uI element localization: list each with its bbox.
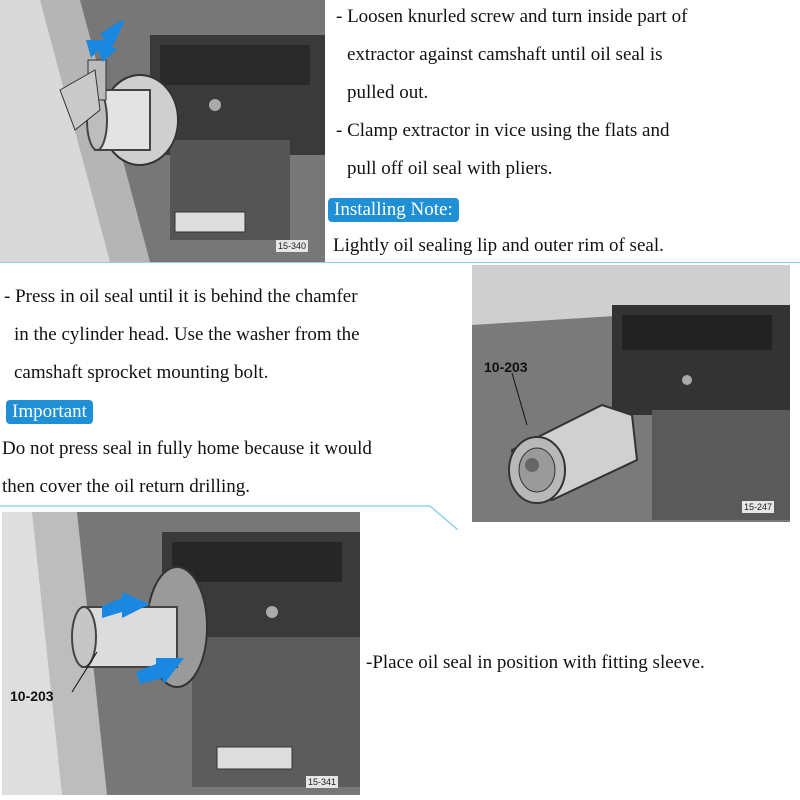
press-in-illustration (472, 265, 790, 522)
step-place-oil-seal: -Place oil seal in position with fitting sleeve. (366, 652, 705, 673)
photo-fitting-sleeve (2, 512, 360, 795)
text-line: - Loosen knurled screw and turn inside part of (336, 6, 688, 27)
text-line: camshaft sprocket mounting bolt. (14, 362, 269, 383)
photo-oil-seal-extractor (0, 0, 325, 262)
text-line: pulled out. (347, 82, 429, 103)
tool-label-10-203: 10-203 (484, 359, 528, 375)
photo-press-in-oil-seal (472, 265, 790, 522)
text-line: then cover the oil return drilling. (2, 476, 250, 497)
step-press-in-oil-seal (4, 278, 360, 392)
text-line: - Press in oil seal until it is behind the chamfer (4, 286, 358, 307)
section-divider (0, 262, 800, 263)
text-line: in the cylinder head. Use the washer from the (14, 324, 360, 345)
installing-note-badge: Installing Note: (328, 198, 459, 222)
text-line: extractor against camshaft until oil seal is (347, 44, 663, 65)
figure-number: 15-247 (744, 502, 773, 512)
extractor-illustration (0, 0, 325, 262)
text-line: - Clamp extractor in vice using the flats and (336, 120, 670, 141)
installing-note-text: Lightly oil sealing lip and outer rim of seal. (333, 235, 664, 256)
text-line: Do not press seal in fully home because it would (2, 438, 372, 459)
fitting-sleeve-illustration (2, 512, 360, 795)
figure-number: 15-340 (278, 241, 307, 251)
important-badge: Important (6, 400, 93, 424)
important-note-text (2, 430, 372, 506)
tool-label-10-203: 10-203 (10, 688, 54, 704)
figure-number: 15-341 (308, 777, 337, 787)
text-line: pull off oil seal with pliers. (347, 158, 553, 179)
step-loosen-knurled-screw (336, 0, 687, 188)
